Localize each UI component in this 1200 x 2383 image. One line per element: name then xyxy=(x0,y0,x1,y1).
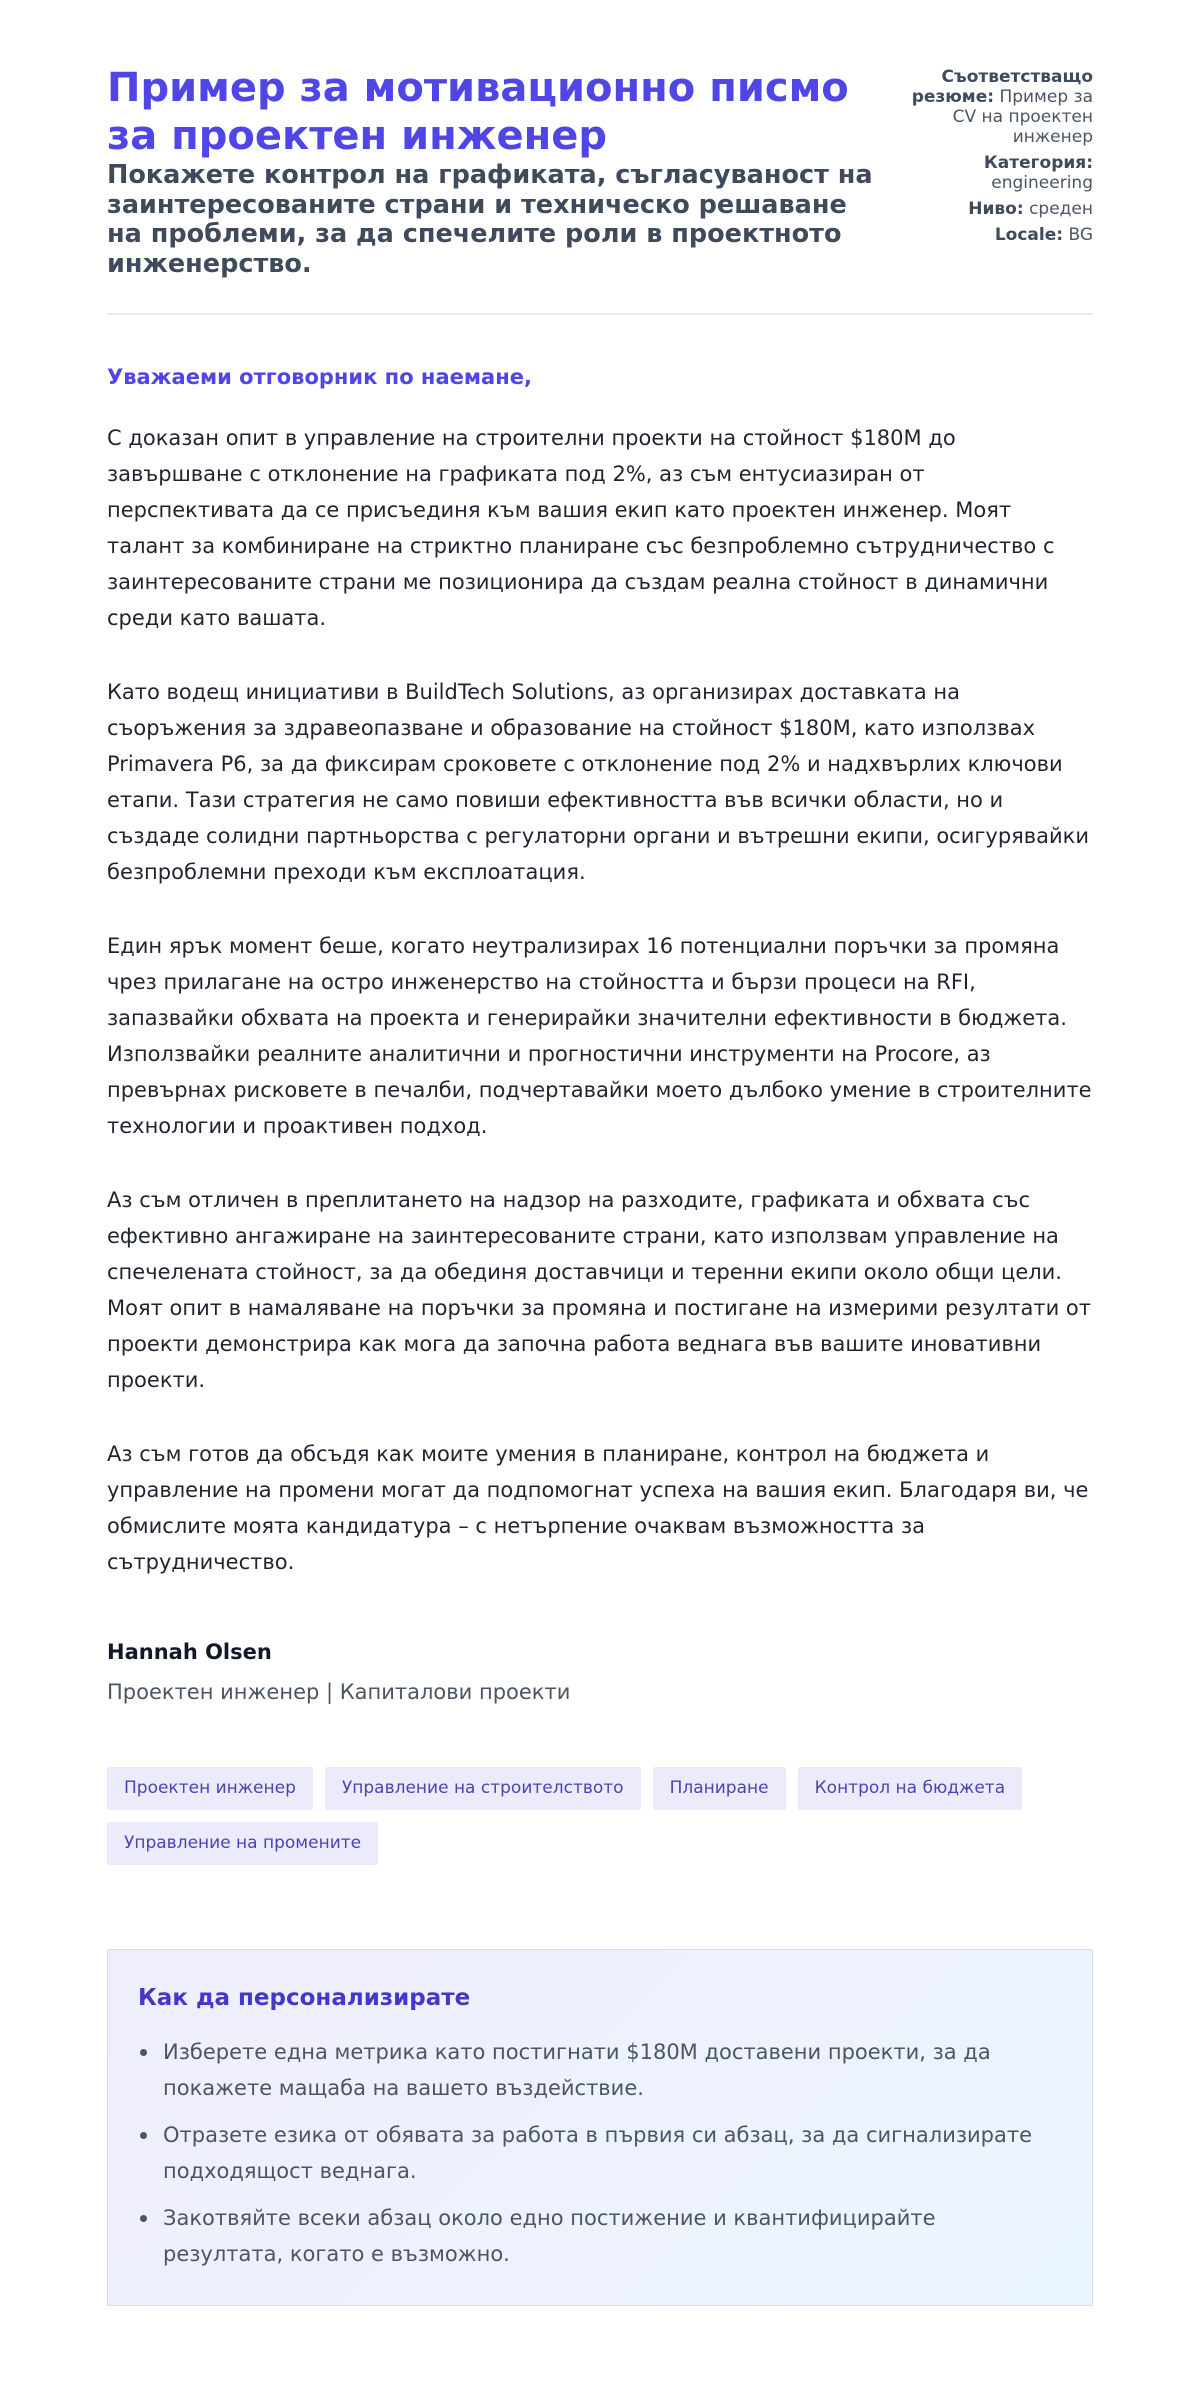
tag-project-engineer[interactable]: Проектен инженер xyxy=(107,1767,313,1810)
tips-list xyxy=(138,2034,1062,2272)
letter-paragraph: Като водещ инициативи в BuildTech Solutions, аз организирах доставката на съоръжения за здравеопазване и образование на стойност $180M, като използвах Primavera P6, за да фиксирам сроковете с отклонение под 2% и надхвърлих ключови етапи. Тази стратегия не само повиши ефективността във всички области, но и създаде солидни партньорства с регулаторни органи и вътрешни екипи, осигурявайки безпроблемни преходи към експлоатация. xyxy=(107,680,1090,884)
bullet-icon xyxy=(140,2132,147,2139)
tip-item xyxy=(138,2200,1062,2272)
cover-letter-page xyxy=(107,0,1093,2306)
tag-scheduling[interactable]: Планиране xyxy=(653,1767,786,1810)
tip-text: Отразете езика от обявата за работа в първия си абзац, за да сигнализирате подходящост веднага. xyxy=(163,2123,1033,2183)
bullet-icon xyxy=(140,2215,147,2222)
meta-value: Пример за CV на проектен инженер xyxy=(952,87,1093,147)
tip-item xyxy=(138,2034,1062,2106)
signature-block xyxy=(107,1638,1093,1706)
tip-text: Закотвяйте всеки абзац около едно постижение и квантифицирайте резултата, когато е възможно. xyxy=(163,2206,936,2266)
letter-paragraph: Аз съм готов да обсъдя как моите умения в планиране, контрол на бюджета и управление на промени могат да подпомогнат успеха на вашия екип. Благодаря ви, че обмислите моята кандидатура – с нетърпение очаквам възможността за сътрудничество. xyxy=(107,1442,1089,1574)
letter-paragraphs xyxy=(107,420,1093,1580)
signature-name: Hannah Olsen xyxy=(107,1640,272,1664)
salutation: Уважаеми отговорник по наемане, xyxy=(107,365,532,389)
meta-value: BG xyxy=(1068,225,1093,245)
tag-budget-control[interactable]: Контрол на бюджета xyxy=(798,1767,1023,1810)
meta-level xyxy=(908,199,1093,219)
meta-value: среден xyxy=(1029,199,1093,219)
meta-locale xyxy=(908,225,1093,245)
tag-change-management[interactable]: Управление на промените xyxy=(107,1822,378,1865)
header-main xyxy=(107,64,887,279)
meta-key: Ниво: xyxy=(968,199,1024,219)
letter-body xyxy=(107,364,1093,1580)
page-header xyxy=(107,64,1093,279)
meta-panel xyxy=(908,67,1093,251)
tag-construction-management[interactable]: Управление на строителството xyxy=(325,1767,641,1810)
page-subtitle: Покажете контрол на графиката, съгласуваност на заинтересованите страни и техническо решаване на проблеми, за да спечелите роли в проектното инженерство. xyxy=(107,160,873,279)
header-divider xyxy=(107,313,1093,315)
meta-key: Locale: xyxy=(994,225,1064,245)
letter-paragraph: С доказан опит в управление на строителни проекти на стойност $180M до завършване с отклонение на графиката под 2%, аз съм ентусиазиран от перспективата да се присъединя към вашия екип като проектен инженер. Моят талант за комбиниране на стриктно планиране със безпроблемно сътрудничество с заинтересованите страни ме позиционира да създам реална стойност в динамични среди като вашата. xyxy=(107,426,1055,630)
signature-title: Проектен инженер | Капиталови проекти xyxy=(107,1680,571,1704)
customization-tips xyxy=(107,1949,1093,2306)
meta-category xyxy=(908,153,1093,193)
meta-key: Съответстващо резюме: xyxy=(911,67,1093,107)
page-title: Пример за мотивационно писмо за проектен инженер xyxy=(107,65,849,159)
meta-key: Категория: xyxy=(983,153,1093,173)
meta-value: engineering xyxy=(991,173,1093,193)
letter-paragraph: Аз съм отличен в преплитането на надзор на разходите, графиката и обхвата със ефективно ангажиране на заинтересованите страни, като използвам управление на спечелената стойност, за да обединя доставчици и теренни екипи около общи цели. Моят опит в намаляване на поръчки за промяна и постигане на измерими резултати от проекти демонстрира как мога да започна работа веднага във вашите иновативни проекти. xyxy=(107,1188,1091,1392)
tip-text: Изберете една метрика като постигнати $180M доставени проекти, за да покажете мащаба на вашето въздействие. xyxy=(163,2040,991,2100)
meta-matching-resume xyxy=(908,67,1093,147)
tip-item xyxy=(138,2117,1062,2189)
bullet-icon xyxy=(140,2049,147,2056)
tips-title: Как да персонализирате xyxy=(138,1985,471,2011)
skill-tags xyxy=(107,1767,1093,1865)
letter-paragraph: Един ярък момент беше, когато неутрализирах 16 потенциални поръчки за промяна чрез прилагане на остро инженерство на стойността и бързи процеси на RFI, запазвайки обхвата на проекта и генерирайки значителни ефективности в бюджета. Използвайки реалните аналитични и прогностични инструменти на Procore, аз превърнах рисковете в печалби, подчертавайки моето дълбоко умение в строителните технологии и проактивен подход. xyxy=(107,934,1092,1138)
